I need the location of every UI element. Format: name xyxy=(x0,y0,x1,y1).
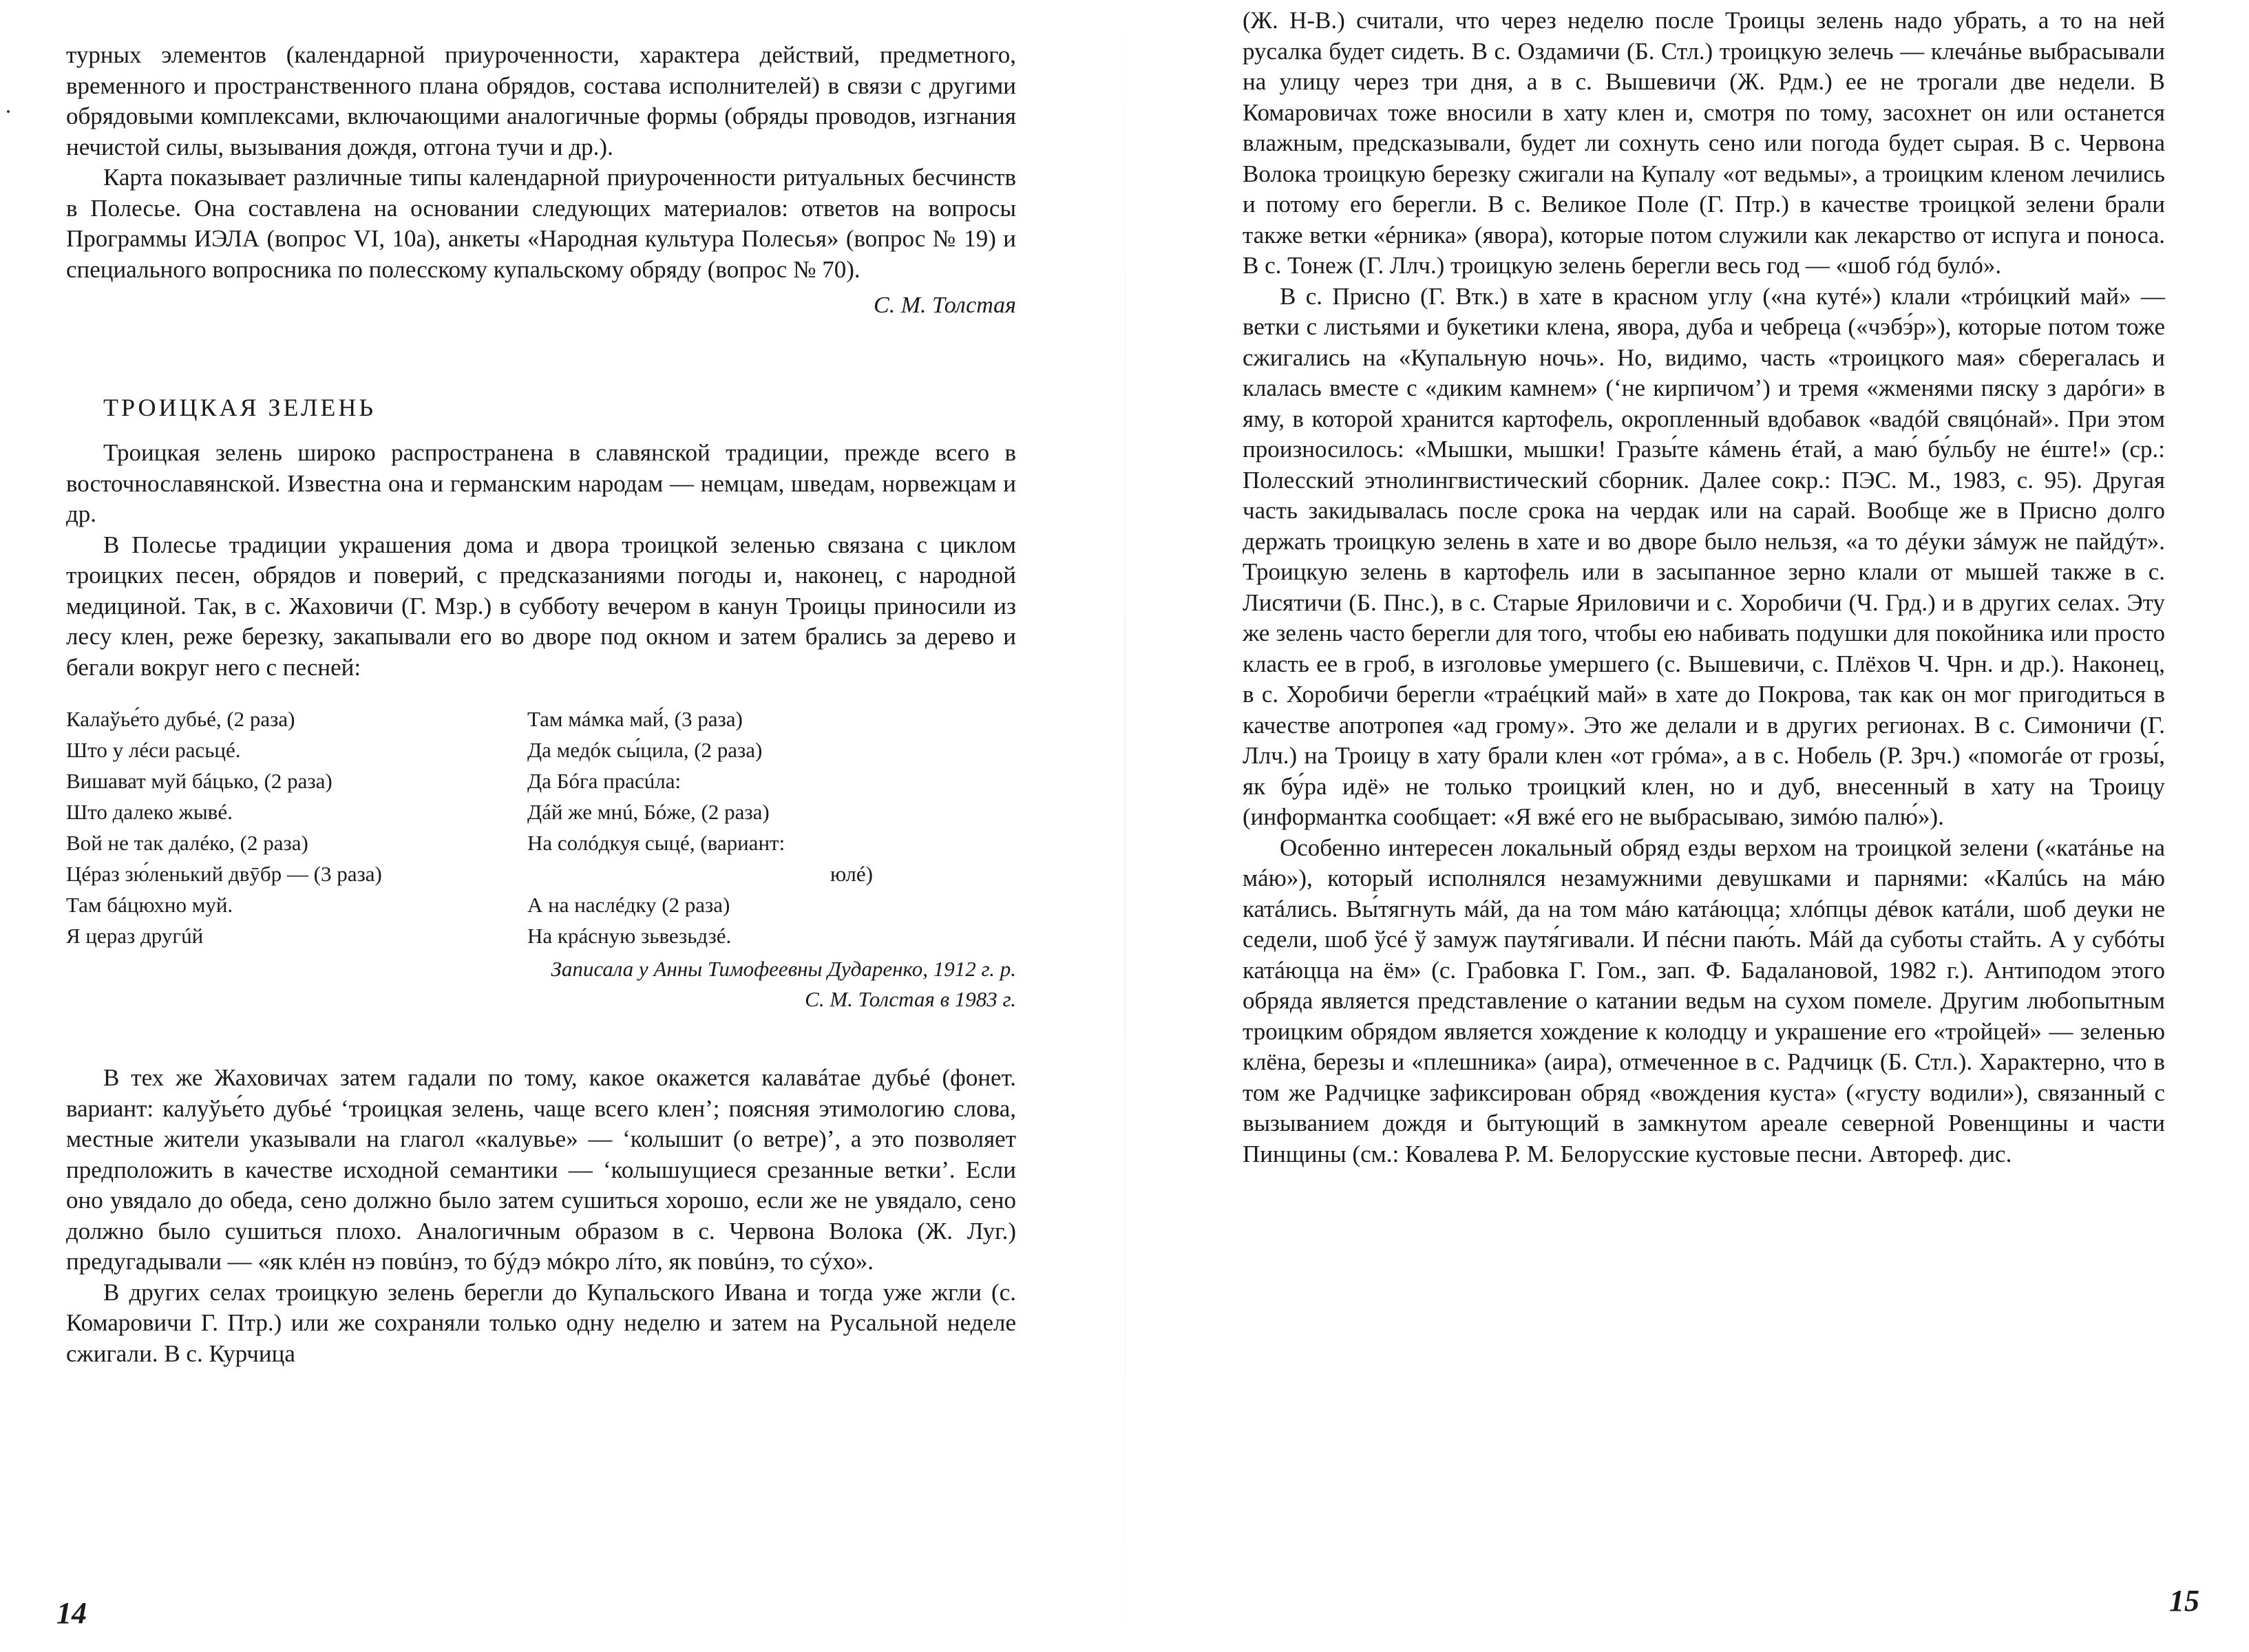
paragraph: В Полесье традиции украшения дома и двора троицкой зеленью связана с циклом троицких песен, обрядов и поверий, с предсказаниями погоды и, наконец, с народной медициной. Так, в с. Жаховичи (Г. Мзр.) в субботу вечером в канун Троицы приносили из лесу клен, реже березку, закапывали его во дворе под окном и затем брались за дерево и бегали вокруг него с песней: xyxy=(66,531,1016,681)
song-column-left xyxy=(66,703,527,951)
paragraph: Троицкая зелень широко распространена в славянской традиции, прежде всего в восточнославянской. Известна она и германским народам — немцам, шведам, норвежцам и др. xyxy=(66,439,1016,527)
song-line: Там бáцюхно муй. xyxy=(66,893,233,917)
paragraph: В тех же Жаховичах затем гадали по тому, какое окажется калавáтае дубьé (фонет. вариант: калуўье́то дубьé ‘троицкая зелень, чаще всего клен’; поясняя этимологию слова, местные жители указывали на глагол «калувье» — ‘колышит (о ветре)’, а это позволяет предположить в качестве исходной семантики — ‘колышущиеся срезанные ветки’. Если оно увядало до обеда, сено должно было затем сушиться хорошо, если же не увядало, сено должно было сушиться плохо. Аналогичным образом в с. Червона Волока (Ж. Луг.) предугадывали — «як клéн нэ повúнэ, то бýдэ мóкро лíто, як повúнэ, то сýхо». xyxy=(66,1064,1016,1275)
paragraph: Особенно интересен локальный обряд езды верхом на троицкой зелени («катáнье на мáю»), который исполнялся незамужними девушками и парнями: «Калúсь на мáю катáлись. Вы́тягнуть мáй, да на том мáю катáюцца; хлóпцы дéвок катáли, шоб деуки не седели, шоб ўсé ў замуж паутя́гивали. И пéсни паю́ть. Мáй да суботы стайть. А у субóты катáюцца на ём» (с. Грабовка Г. Гом., зап. Ф. Бадалановой, 1982 г.). Антиподом этого обряда является представление о катании ведьм на сухом помеле. Другим любопытным троицким обрядом является хождение к колодцу и украшение его «тройцей» — зеленью клёна, березы и «плешника» (аира), отмеченное в с. Радчицк (Б. Стл.). Характерно, что в том же Радчицке зафиксирован обряд «вождения куста» («густу водили»), связанный с вызыванием дождя и бытующий в замкнутом ареале северной Ровенщины и части Пинщины (см.: Ковалева Р. М. Белорусские кустовые песни. Автореф. дис. xyxy=(1243,834,2165,1167)
song-text xyxy=(66,703,1016,951)
paragraph: В с. Присно (Г. Втк.) в хате в красном углу («на кутé») клали «трóицкий май» — ветки с листьями и букетики клена, явора, дуба и чебреца («чэбэ́р»), которые потом тоже сжигались на «Купальную ночь». Но, видимо, часть «троицкого мая» сберегалась и клалась вместе с «диким камнем» (‘не кирпичом’) и тремя «жменями пяску з дарóги» в яму, в которой хранится картофель, окропленный вдобавок «вадóй свяцóнай». При этом произносилось: «Мышки, мышки! Гразы́те кáмень éтай, а маю́ бу́льбу не éште!» (ср.: Полесский этнолингвистический сборник. Далее сокр.: ПЭС. М., 1983, с. 95). Другая часть закидывалась после срока на чердак или на сарай. Вообще же в Присно долго держать троицкую зелень в хате и во дворе было нельзя, «а то дéуки зáмуж не пайдýт». Троицкую зелень в картофель или в засыпанное зерно клали от мышей также в с. Лисятичи (Б. Пнс.), в с. Старые Яриловичи и с. Хоробичи (Ч. Грд.) и в других селах. Эту же зелень часто берегли для того, чтобы ею набивать подушки для покойника или просто класть ее в гроб, в изголовье умершего (с. Вышевичи, с. Плёхов Ч. Чрн. и др.). Наконец, в с. Хоробичи берегли «траéцкий май» в хате до Покрова, так как он мог пригодиться в качестве апотропея «ад грому». Это же делали и в других регионах. В с. Симоничи (Г. Ллч.) на Троицу в хату брали клен «от грóма», а в с. Нобель (Р. Зрч.) «помогáе от грозы́, як бу́ра идё» не только троицкий клен, но и дуб, внесенный в хату на Троицу (информантка сообщает: «Я вжé его не выбрасываю, зимóю палю́»). xyxy=(1243,282,2165,830)
author-signature: С. М. Толстая xyxy=(874,293,1016,318)
song-line: Там мáмка май́, (3 раза) xyxy=(527,707,743,731)
recording-note-line: Записала у Анны Тимофеевны Дударенко, 1912 г. р. xyxy=(551,957,1016,981)
song-line: Дáй же мнú, Бóже, (2 раза) xyxy=(527,800,770,824)
recording-note xyxy=(66,954,1016,1015)
song-line: Цéраз зю́ленький двӯбр — (3 раза) xyxy=(66,862,382,886)
paragraph: Карта показывает различные типы календарной приуроченности ритуальных бесчинств в Полесье. Она составлена на основании следующих материалов: ответов на вопросы Программы ИЭЛА (вопрос VI, 10а), анкеты «Народная культура Полесья» (вопрос № 19) и специального вопросника по полесскому купальскому обряду (вопрос № 70). xyxy=(66,164,1016,283)
song-line: Што у лéси расьцé. xyxy=(66,738,241,762)
left-text-column xyxy=(66,40,1016,1369)
song-line: Калаўье́то дубьé, (2 раза) xyxy=(66,707,295,731)
song-line: Што далеко жывé. xyxy=(66,800,233,824)
song-line: Вой не так далéко, (2 раза) xyxy=(66,831,308,855)
section-heading: ТРОИЦКАЯ ЗЕЛЕНЬ xyxy=(103,394,377,421)
song-line: юлé) xyxy=(830,862,873,886)
left-page xyxy=(0,0,1124,1652)
song-line: На крáсную зьвезьдзé. xyxy=(527,924,732,948)
paragraph: В других селах троицкую зелень берегли до Купальского Ивана и тогда уже жгли (с. Комаровичи Г. Птр.) или же сохраняли только одну неделю и затем на Русальной неделе сжигали. В с. Курчица xyxy=(66,1278,1016,1367)
song-line: Я цераз другúй xyxy=(66,924,204,948)
paragraph: (Ж. Н-В.) считали, что через неделю после Троицы зелень надо убрать, а то на ней русалка будет сидеть. В с. Оздамичи (Б. Стл.) троицкую зелечь — клечáнье выбрасывали на улицу через три дня, а в с. Вышевичи (Ж. Рдм.) ее не трогали две недели. В Комаровичах тоже вносили в хату клен и, смотря по тому, засохнет он или останется влажным, предсказывали, будет ли сохнуть сено или погода будет сырая. В с. Червона Волока троицкую березку сжигали на Купалу «от ведьмы», а троицким кленом лечились и потому его берегли. В с. Великое Поле (Г. Птр.) в качестве троицкой зелени брали также ветки «éрника» (явора), которые потом служили как лекарство от испуга и поноса. В с. Тонеж (Г. Ллч.) троицкую зелень берегли весь год — «шоб гóд булó». xyxy=(1243,7,2165,279)
paragraph: турных элементов (календарной приуроченности, характера действий, предметного, временного и пространственного плана обрядов, состава исполнителей) в связи с другими обрядовыми комплексами, включающими аналогичные формы (обряды проводов, изгнания нечистой силы, вызывания дождя, отгона тучи и др.). xyxy=(66,41,1016,160)
recording-note-line: С. М. Толстая в 1983 г. xyxy=(805,987,1016,1011)
song-line: Да медóк сы́цила, (2 раза) xyxy=(527,738,763,762)
page-number: 14 xyxy=(56,1596,87,1630)
song-line: Вишават муй бáцько, (2 раза) xyxy=(66,769,332,793)
scan-speck xyxy=(7,110,10,113)
song-line: На солóдкуя сыцé, (вариант: xyxy=(527,831,785,855)
page-number: 15 xyxy=(2169,1584,2199,1618)
song-line: Да Бóга прасúла: xyxy=(527,769,682,793)
song-column-right xyxy=(527,703,989,951)
song-line: А на наслéдку (2 раза) xyxy=(527,893,730,917)
right-page xyxy=(1124,0,2249,1652)
right-text-column xyxy=(1243,6,2165,1169)
